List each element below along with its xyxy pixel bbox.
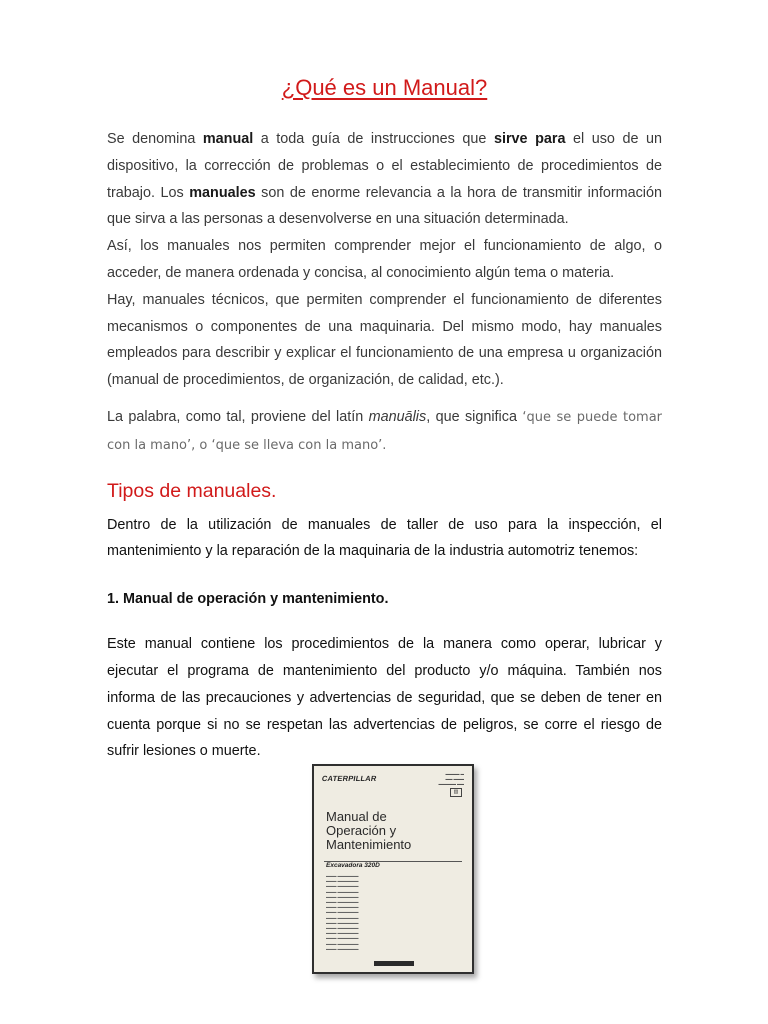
intro-text: Se denomina [107,131,203,147]
intro-bold-manual: manual [202,131,254,147]
intro-text: a toda guía de instrucciones que [253,131,494,147]
cover-corner-text: ▬▬▬▬ ▬ ▬▬ ▬▬▬ ▬▬▬▬▬ ▬▬ [438,772,464,786]
intro-text: son de enorme relevancia a la hora de transmitir información que sirva a las personas a desenvolverse en una situación determinada. [107,184,663,228]
types-intro-paragraph: Dentro de la utilización de manuales de taller de uso para la inspección, el mantenimiento y la reparación de la maquinaria de la industria automotriz tenemos: [107,516,662,560]
cover-model: Excavadora 320D [326,862,380,869]
cover-title-line: Operación y [326,823,397,838]
latin-text: , que significa [426,408,523,425]
manual-cover-image [312,764,474,974]
paragraph-3: Hay, manuales técnicos, que permiten comprender el funcionamiento de diferentes mecanismos o componentes de una maquinaria. Del mismo modo, hay manuales empleados para describir y explicar el funcionamiento de una empresa u organización (manual de procedimientos, de organización, de calidad, etc.). [107,291,662,389]
latin-origin-paragraph [107,404,662,460]
section-heading: Tipos de manuales. [107,479,277,502]
latin-word: manuālis [368,408,427,425]
caterpillar-logo: CATERPILLAR [321,774,378,783]
page-title: ¿Qué es un Manual? [281,75,488,100]
intro-text: el uso de un dispositivo, la corrección de problemas o el establecimiento de procedimientos de trabajo. Los [107,131,662,201]
item-1-heading: 1. Manual de operación y mantenimiento. [107,591,389,608]
item-1-paragraph: Este manual contiene los procedimientos de la manera como operar, lubricar y ejecutar el programa de mantenimiento del producto y/o máquina. También nos informa de las precauciones y advertencias de seguridad, que se deben de tener en cuenta porque si no se respetan las advertencias de peligros, se corre el riesgo de sufrir lesiones o muerte. [107,636,662,760]
intro-paragraph [107,126,662,233]
cover-title-line: Manual de [326,809,387,824]
document-body [107,70,662,765]
book-icon: ▥ [450,788,462,797]
cover-title-line: Mantenimiento [326,837,412,852]
intro-bold-sirve: sirve para [493,131,566,147]
cover-serial-list: ▬▬▬ ▬▬▬▬▬▬ ▬▬▬ ▬▬▬▬▬▬ ▬▬▬ ▬▬▬▬▬▬ ▬▬▬ ▬▬▬▬▬▬ ▬▬▬ ▬▬▬▬▬▬ ▬▬▬ ▬▬▬▬▬▬ ▬▬▬ ▬▬▬▬▬▬ ▬▬▬ ▬▬▬▬▬▬ ▬▬▬ ▬▬▬▬▬▬ ▬▬▬ ▬▬▬▬▬▬ ▬▬▬ ▬▬▬▬▬▬ ▬▬▬ ▬▬▬▬▬▬ ▬▬▬ ▬▬▬▬▬▬ ▬▬▬ ▬▬▬▬▬▬ ▬▬▬ ▬▬▬▬▬▬ [326,874,359,951]
latin-meaning: ‘que se puede tomar con la mano’, o ‘que se lleva con la mano’. [107,409,663,453]
cover-title [326,810,411,852]
intro-bold-manuales: manuales [189,184,256,201]
cover-footer-bar [374,961,414,966]
latin-text: La palabra, como tal, proviene del latín [107,408,369,425]
paragraph-2: Así, los manuales nos permiten comprender mejor el funcionamiento de algo, o acceder, de manera ordenada y concisa, al conocimiento algún tema o materia. [107,238,662,281]
